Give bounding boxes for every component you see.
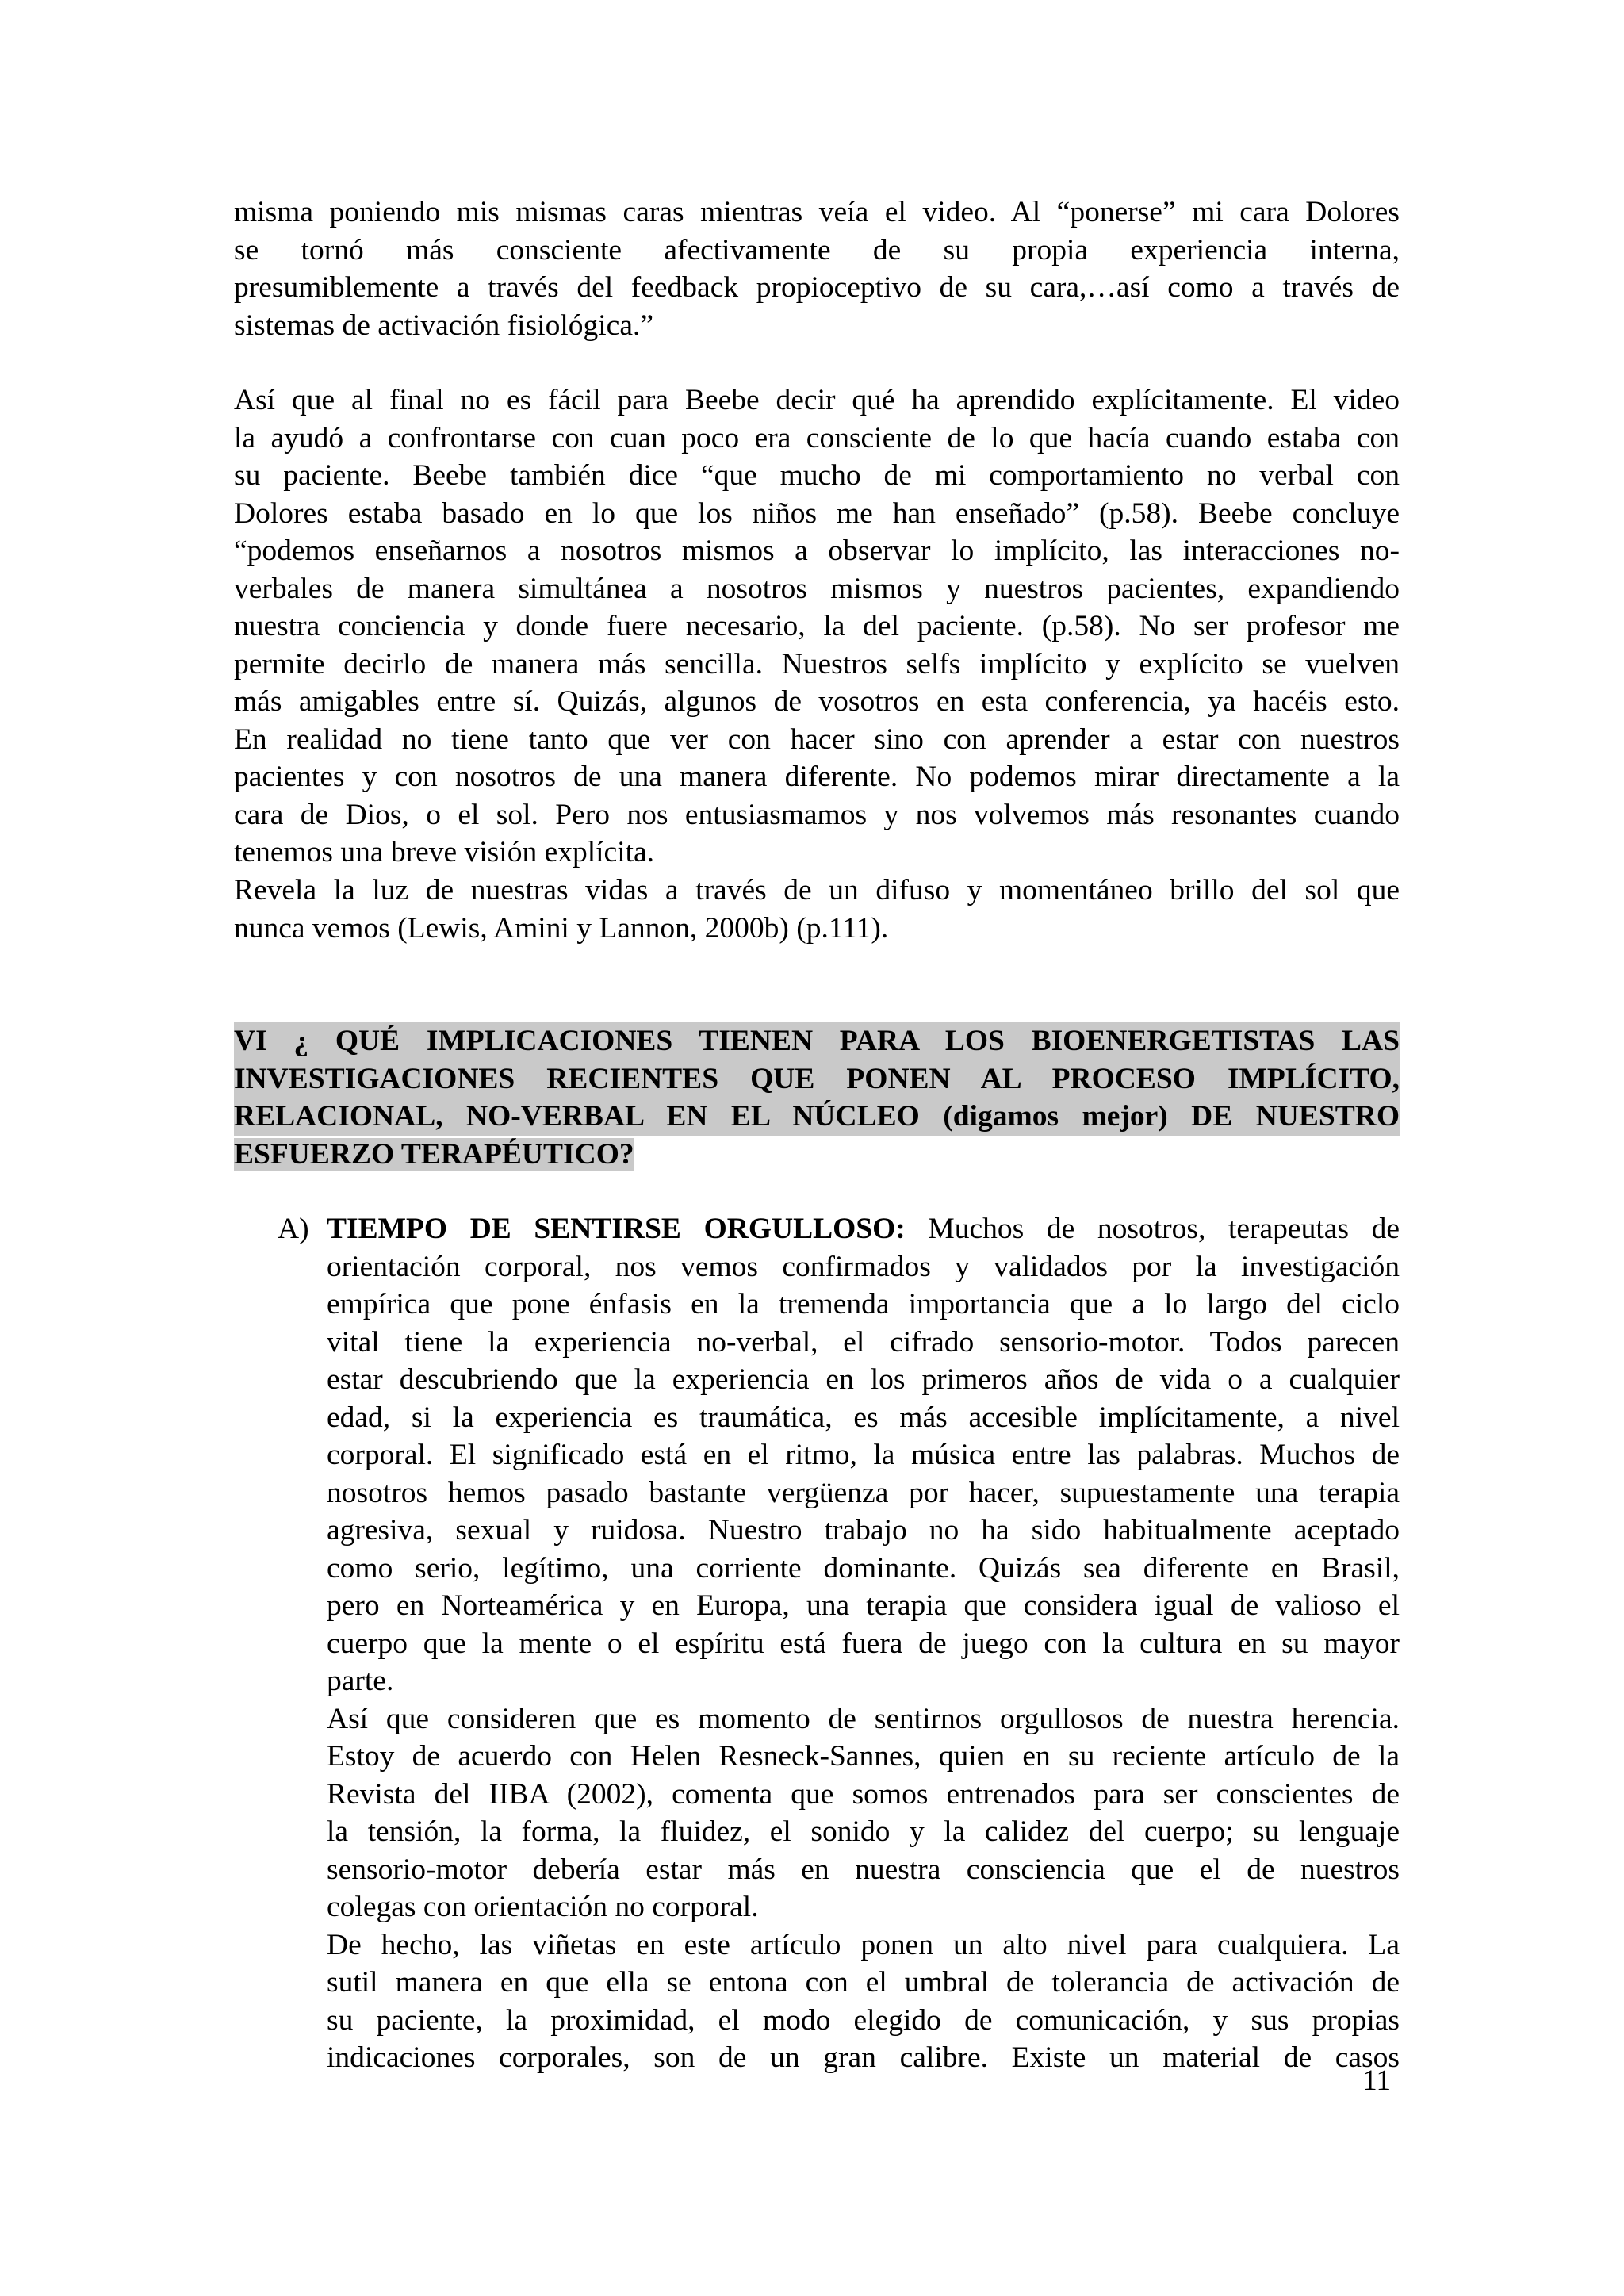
text-line: colegas con orientación no corporal. [327,1891,759,1923]
text-line: verbales de manera simultánea a nosotros mismos y nuestros pacientes, expandiendo [234,572,1400,605]
text-line: presumiblemente a través del feedback propioceptivo de su cara,…así como a través de [234,271,1400,304]
text-line: nunca vemos (Lewis, Amini y Lannon, 2000b) (p.111). [234,911,889,945]
text-line: estar descubriendo que la experiencia en los primeros años de vida o a cualquier [327,1363,1400,1396]
text-line: Revela la luz de nuestras vidas a través de un difuso y momentáneo brillo del sol que [234,874,1400,907]
text-line: como serio, legítimo, una corriente dominante. Quizás sea diferente en Brasil, [327,1551,1400,1585]
page-number: 11 [1362,2064,1392,2097]
list-item-lead: TIEMPO DE SENTIRSE ORGULLOSO: [327,1213,906,1245]
paragraph-3 [234,872,1400,947]
section-heading [234,1022,1400,1173]
paragraph-2 [234,381,1400,872]
text-line: más amigables entre sí. Quizás, algunos de vosotros en esta conferencia, ya hacéis esto. [234,685,1400,718]
text-line: su paciente, la proximidad, el modo elegido de comunicación, y sus propias [327,2003,1400,2037]
text-line: se tornó más consciente afectivamente de su propia experiencia interna, [234,233,1400,266]
text-line: De hecho, las viñetas en este artículo ponen un alto nivel para cualquiera. La [327,1928,1400,1961]
text-line: Dolores estaba basado en lo que los niños me han enseñado” (p.58). Beebe concluye [234,496,1400,530]
heading-line: INVESTIGACIONES RECIENTES QUE PONEN AL PROCESO IMPLÍCITO, [234,1060,1400,1098]
heading-line: VI ¿ QUÉ IMPLICACIONES TIENEN PARA LOS BIOENERGETISTAS LAS [234,1022,1400,1060]
text-line: sensorio-motor debería estar más en nuestra consciencia que el de nuestros [327,1853,1400,1886]
text-line: agresiva, sexual y ruidosa. Nuestro trabajo no ha sido habitualmente aceptado [327,1514,1400,1547]
text-line: misma poniendo mis mismas caras mientras veía el video. Al “ponerse” mi cara Dolores [234,196,1400,228]
text-line: cuerpo que la mente o el espíritu está fuera de juego con la cultura en su mayor [327,1627,1400,1660]
text-line: nosotros hemos pasado bastante vergüenza por hacer, supuestamente una terapia [327,1476,1400,1509]
text-line: parte. [327,1665,394,1697]
list-item-first-line: TIEMPO DE SENTIRSE ORGULLOSO: Muchos de nosotros, terapeutas de [327,1213,1400,1245]
heading-line: ESFUERZO TERAPÉUTICO? [234,1137,634,1171]
paragraph-1 [234,194,1400,344]
text-line: corporal. El significado está en el ritmo, la música entre las palabras. Muchos de [327,1439,1400,1471]
text-line: empírica que pone énfasis en la tremenda importancia que a lo largo del ciclo [327,1288,1400,1320]
text-line: su paciente. Beebe también dice “que mucho de mi comportamiento no verbal con [234,459,1400,492]
text-line: edad, si la experiencia es traumática, es más accesible implícitamente, a nivel [327,1401,1400,1434]
text-line: tenemos una breve visión explícita. [234,836,655,868]
list-item-a [327,1210,1400,2077]
text-line: sistemas de activación fisiológica.” [234,309,653,342]
text-line: cara de Dios, o el sol. Pero nos entusiasmamos y nos volvemos más resonantes cuando [234,798,1400,831]
text-line: Estoy de acuerdo con Helen Resneck-Sannes, quien en su reciente artículo de la [327,1740,1400,1773]
heading-line: RELACIONAL, NO-VERBAL EN EL NÚCLEO (digamos mejor) DE NUESTRO [234,1098,1400,1136]
text-line: Así que consideren que es momento de sentirnos orgullosos de nuestra herencia. [327,1702,1400,1735]
text-line: orientación corporal, nos vemos confirmados y validados por la investigación [327,1250,1400,1283]
list-marker: A) [278,1213,309,1245]
text-line: vital tiene la experiencia no-verbal, el cifrado sensorio-motor. Todos parecen [327,1325,1400,1359]
text-line: nuestra conciencia y donde fuere necesario, la del paciente. (p.58). No ser profesor me [234,610,1400,642]
text-line: indicaciones corporales, son de un gran calibre. Existe un material de casos [327,2041,1400,2074]
text-line: la tensión, la forma, la fluidez, el sonido y la calidez del cuerpo; su lenguaje [327,1815,1400,1848]
text-line: “podemos enseñarnos a nosotros mismos a observar lo implícito, las interacciones no- [234,535,1400,567]
text-line: la ayudó a confrontarse con cuan poco era consciente de lo que hacía cuando estaba con [234,421,1400,454]
text-line: Así que al final no es fácil para Beebe decir qué ha aprendido explícitamente. El video [234,384,1400,416]
text-line: sutil manera en que ella se entona con el umbral de tolerancia de activación de [327,1966,1400,1999]
text-line: pero en Norteamérica y en Europa, una terapia que considera igual de valioso el [327,1589,1400,1622]
text-line: En realidad no tiene tanto que ver con hacer sino con aprender a estar con nuestros [234,723,1400,756]
text-line: permite decirlo de manera más sencilla. Nuestros selfs implícito y explícito se vuelven [234,647,1400,680]
text-line: pacientes y con nosotros de una manera diferente. No podemos mirar directamente a la [234,761,1400,793]
text-line: Revista del IIBA (2002), comenta que somos entrenados para ser conscientes de [327,1777,1400,1811]
